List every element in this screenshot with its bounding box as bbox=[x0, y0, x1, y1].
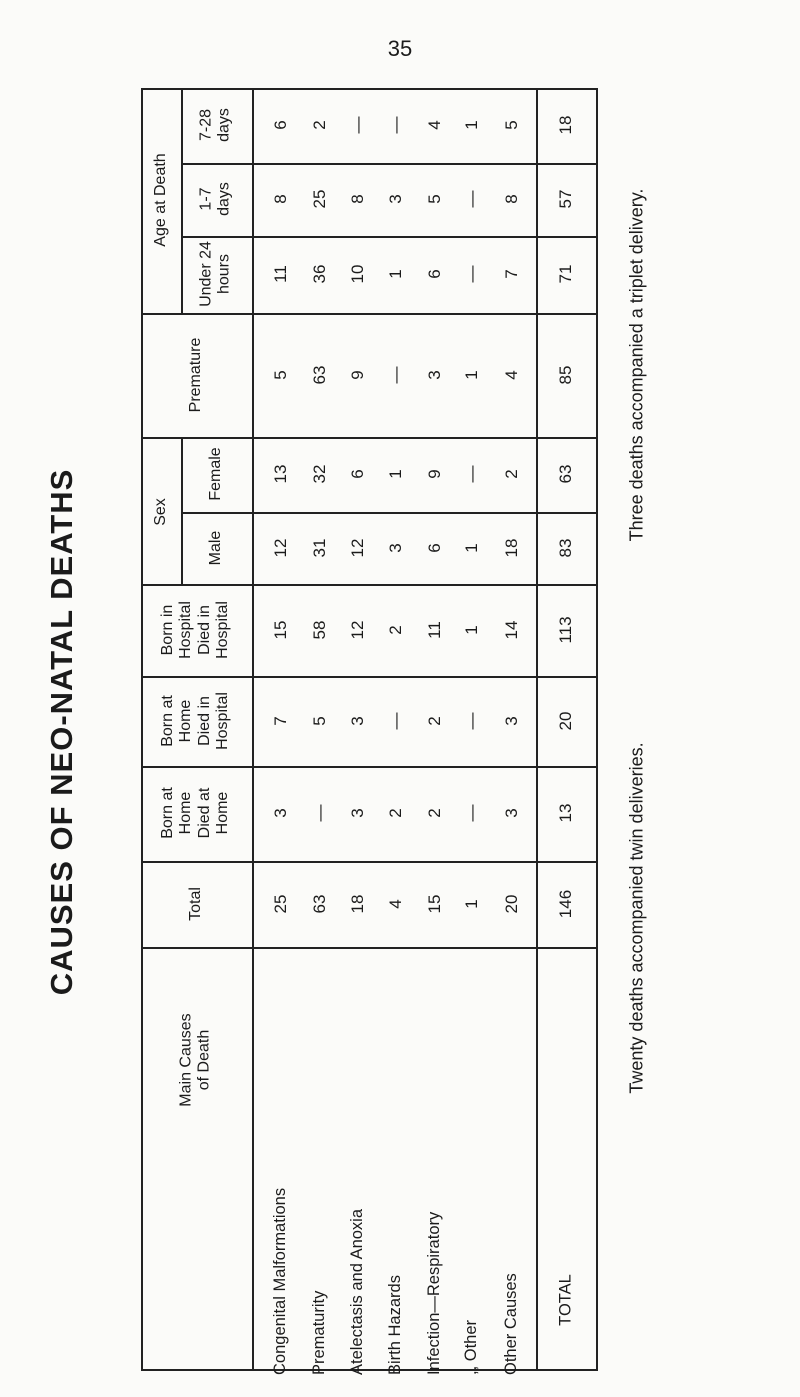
sep-age-premature bbox=[141, 313, 598, 315]
sex-subheader-separator bbox=[181, 437, 183, 584]
sep-total-causes bbox=[141, 947, 598, 949]
table-border-left bbox=[141, 88, 143, 1371]
table-border-right bbox=[596, 88, 598, 1371]
sep-hosp-homehosp bbox=[141, 676, 598, 678]
sep-premature-female bbox=[141, 437, 598, 439]
sep-homehome-total bbox=[141, 861, 598, 863]
header-separator bbox=[252, 88, 254, 1371]
sep-728-17 bbox=[181, 163, 598, 165]
total-row-separator bbox=[536, 88, 538, 1371]
table-border-bottom bbox=[141, 1369, 598, 1371]
sep-homehosp-homehome bbox=[141, 766, 598, 768]
sep-male-hosp bbox=[141, 584, 598, 586]
sep-17-under24 bbox=[181, 236, 598, 238]
page-number: 35 bbox=[387, 36, 413, 61]
page-title: CAUSES OF NEO-NATAL DEATHS bbox=[44, 468, 79, 996]
sep-female-male bbox=[181, 512, 598, 514]
table-border-top bbox=[141, 88, 598, 90]
age-subheader-separator bbox=[181, 88, 183, 313]
